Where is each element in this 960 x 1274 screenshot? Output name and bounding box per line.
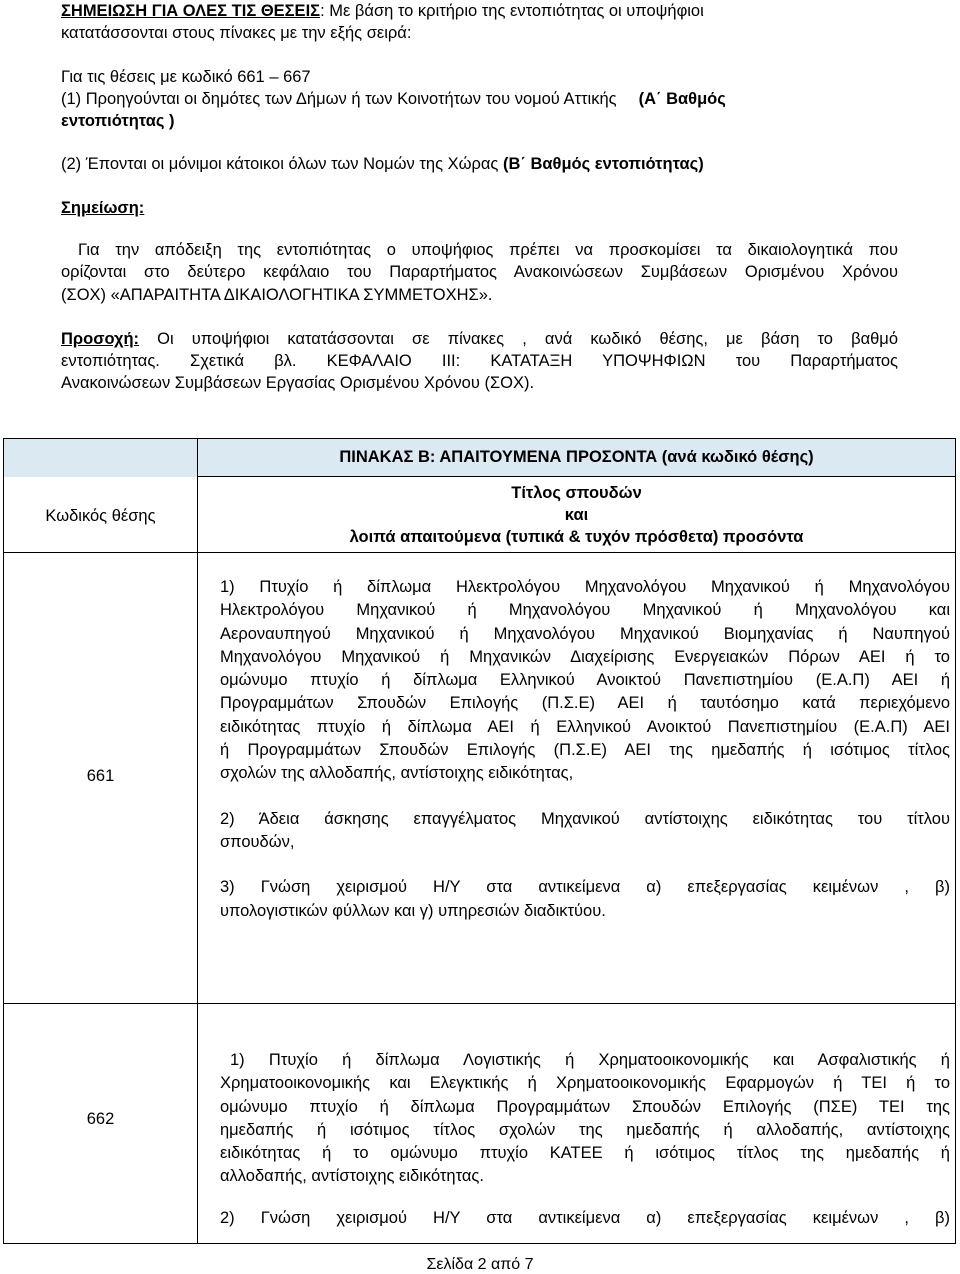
priority-2-text: (2) Έπονται οι μόνιμοι κάτοικοι όλων των Νομών της Χώρας <box>61 155 499 173</box>
priority-1-grade-cont: εντοπιότητας ) <box>61 112 175 130</box>
priority-1 <box>61 88 901 110</box>
qualifications-table <box>3 438 956 1244</box>
req-line: 1) Πτυχίο ή δίπλωμα Ηλεκτρολόγου Μηχανολόγου Μηχανικού ή Μηχανολόγου <box>220 578 950 596</box>
column-header-code-text: Κωδικός θέσης <box>45 506 156 525</box>
priority-1-text: (1) Προηγούνται οι δημότες των Δήμων ή των Κοινοτήτων του νομού Αττικής <box>61 90 617 108</box>
req-line: σχολών της αλλοδαπής, αντίστοιχης ειδικότητας, <box>220 764 574 783</box>
attention-text: Οι υποψήφιοι κατατάσσονται σε πίνακες , ανά κωδικό θέσης, με βάση το βαθμό <box>139 330 898 348</box>
column-header-title-3: λοιπά απαιτούμενα (τυπικά & τυχόν πρόσθετα) προσόντα <box>349 527 804 546</box>
req-line: ειδικότητας πτυχίο ή δίπλωμα ΑΕΙ ή Ελληνικού Ανοικτού Πανεπιστημίου (Ε.Α.Π) ΑΕΙ <box>220 717 950 736</box>
req-662-p2 <box>220 1189 950 1230</box>
req-line: αλλοδαπής, αντίστοιχης ειδικότητας. <box>220 1167 484 1186</box>
attention-line-1 <box>61 328 898 350</box>
req-line: 2) Άδεια άσκησης επαγγέλματος Μηχανικού αντίστοιχης ειδικότητας του τίτλου <box>220 809 950 828</box>
req-661-p1 <box>220 553 950 786</box>
table-row <box>4 553 956 1004</box>
req-line: 1) Πτυχίο ή δίπλωμα Λογιστικής ή Χρηματοοικονομικής και Ασφαλιστικής ή <box>230 1051 950 1069</box>
req-line: ομώνυμο πτυχίο ή δίπλωμα Προγραμμάτων Σπουδών Επιλογής (ΠΣΕ) ΤΕΙ της <box>220 1097 950 1116</box>
note-title-rest: : Με βάση το κριτήριο της εντοπιότητας οι υποψήφιοι <box>320 2 704 20</box>
remark-line-1: Για την απόδειξη της εντοπιότητας ο υποψήφιος πρέπει να προσκομίσει τα δικαιολογητικά που <box>78 241 898 259</box>
column-header-title-1: Τίτλος σπουδών <box>511 483 642 502</box>
row-code-661 <box>4 553 198 1004</box>
column-header-code <box>4 477 198 553</box>
table-row <box>4 1004 956 1244</box>
req-line: Μηχανολόγου Μηχανικού ή Μηχανικών Διαχείρισης Ενεργειακών Πόρων ΑΕΙ ή το <box>220 647 950 666</box>
req-line: Χρηματοοικονομικής και Ελεγκτικής ή Χρηματοοικονομικής Εφαρμογών ή ΤΕΙ ή το <box>220 1074 950 1093</box>
attention-line-2: εντοπιότητας. Σχετικά βλ. ΚΕΦΑΛΑΙΟ ΙΙΙ: ΚΑΤΑΤΑΞΗ ΥΠΟΨΗΦΙΩΝ του Παραρτήματος <box>61 352 898 370</box>
req-line: Ηλεκτρολόγου Μηχανικού ή Μηχανολόγου Μηχανικού ή Μηχανολόγου και <box>220 601 950 620</box>
req-line: Αεροναυπηγού Μηχανικού ή Μηχανολόγου Μηχανικού Βιομηχανίας ή Ναυπηγού <box>220 624 950 643</box>
req-line: ειδικότητας ή το ομώνυμο πτυχίο ΚΑΤΕΕ ή ισότιμος τίτλος της ημεδαπής ή <box>220 1144 950 1163</box>
remark-label: Σημείωση: <box>61 199 145 217</box>
codes-line: Για τις θέσεις με κωδικό 661 – 667 <box>61 68 311 86</box>
note-heading <box>61 0 704 22</box>
attention-line-3: Ανακοινώσεων Συμβάσεων Εργασίας Ορισμένου Χρόνου (ΣΟΧ). <box>61 374 535 392</box>
req-line: 3) Γνώση χειρισμού Η/Υ στα αντικείμενα α) επεξεργασίας κειμένων , β) <box>220 878 950 897</box>
row-requirements-661 <box>198 553 956 1004</box>
row-requirements-662 <box>198 1004 956 1244</box>
column-header-title <box>198 477 956 553</box>
req-661-p2 <box>220 786 950 855</box>
req-661-p3 <box>220 854 950 923</box>
priority-2-grade: (Β΄ Βαθμός εντοπιότητας) <box>502 155 704 173</box>
note-line-2: κατατάσσονται στους πίνακες με την εξής σειρά: <box>61 24 412 42</box>
row-code-662 <box>4 1004 198 1244</box>
priority-1-grade: (Α΄ Βαθμός <box>638 90 726 108</box>
table-title <box>198 439 956 477</box>
req-line: 2) Γνώση χειρισμού Η/Υ στα αντικείμενα α) επεξεργασίας κειμένων , β) <box>220 1208 950 1227</box>
attention-label: Προσοχή: <box>61 330 140 348</box>
row-code-662-text: 662 <box>86 1110 115 1128</box>
column-header-title-2: και <box>564 505 589 524</box>
req-line: υπολογιστικών φύλλων και γ) υπηρεσιών διαδικτύου. <box>220 901 606 920</box>
req-line: σπουδών, <box>220 832 295 851</box>
page-footer: Σελίδα 2 από 7 <box>426 1256 534 1273</box>
remark-line-3: (ΣΟΧ) «ΑΠΑΡΑΙΤΗΤΑ ΔΙΚΑΙΟΛΟΓΗΤΙΚΑ ΣΥΜΜΕΤΟΧΗΣ». <box>61 286 493 304</box>
req-662-p1 <box>220 1004 950 1189</box>
priority-2 <box>61 153 704 175</box>
req-line: ομώνυμο πτυχίο ή δίπλωμα Ελληνικού Ανοικτού Πανεπιστημίου (Ε.Α.Π) ΑΕΙ ή <box>220 671 950 690</box>
table-corner <box>4 439 198 477</box>
req-line: ή Προγραμμάτων Σπουδών Επιλογής (Π.Σ.Ε) ΑΕΙ της ημεδαπής ή ισότιμος τίτλος <box>220 741 950 760</box>
note-title: ΣΗΜΕΙΩΣΗ ΓΙΑ ΟΛΕΣ ΤΙΣ ΘΕΣΕΙΣ <box>61 2 321 20</box>
req-line: ημεδαπής ή ισότιμος τίτλος σχολών της ημεδαπής ή αλλοδαπής, αντίστοιχης <box>220 1120 950 1139</box>
remark-line-2: ορίζονται στο δεύτερο κεφάλαιο του Παραρτήματος Ανακοινώσεων Συμβάσεων Ορισμένου Χρόνου <box>61 263 898 281</box>
table-title-text: ΠΙΝΑΚΑΣ Β: ΑΠΑΙΤΟΥΜΕΝΑ ΠΡΟΣΟΝΤΑ (ανά κωδικό θέσης) <box>339 448 814 466</box>
row-code-661-text: 661 <box>86 766 115 785</box>
req-line: Προγραμμάτων Σπουδών Επιλογής (Π.Σ.Ε) ΑΕΙ ή ταυτόσημο κατά περιεχόμενο <box>220 694 950 713</box>
